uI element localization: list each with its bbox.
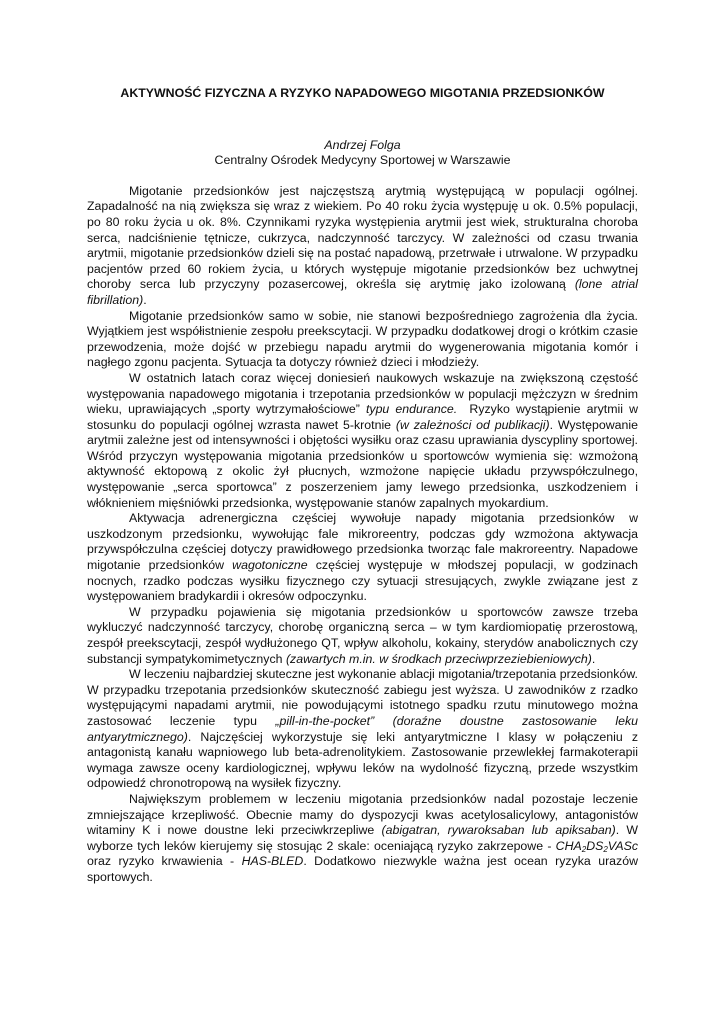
score-cha2ds2vasc: $CHA_2DS_2VASc$ [555, 838, 638, 854]
author-affiliation: Centralny Ośrodek Medycyny Sportowej w Warszawie [214, 153, 511, 168]
author-name: Andrzej Folga [324, 137, 401, 152]
article-body [87, 183, 642, 886]
paragraph: Największym problemem w leczeniu migotania przedsionków nadal pozostaje leczenie zmniejszające krzepliwość. Obecnie mamy do dyspozycji kwas acetylosalicylowy, antagonistów witaminy K i nowe doustne leki przeciwkrzepliwe (abigatran, rywaroksaban lub apiksaban). W wyborze tych leków kierujemy się stosując 2 skale: oceniającą ryzyko zakrzepowe - $CHA_2DS_2VASc$ oraz ryzyko krwawienia - HAS-BLED. Dodatkowo niezwykle ważna jest ocean ryzyka urazów sportowych. [87, 791, 638, 884]
score-has-bled: HAS-BLED [241, 854, 304, 869]
paragraph: W przypadku pojawienia się migotania przedsionków u sportowców zawsze trzeba wykluczyć nadczynność tarczycy, chorobę organiczną serca – w tym kardiomiopatię przerostową, zespół preekscytacji, zespół wydłużonego QT, wpływ alkoholu, kokainy, sterydów anabolicznych czy substancji sympatykomimetycznych (zawartych m.in. w środkach przeciwprzeziebieniowych). [87, 604, 638, 666]
paragraph: Migotanie przedsionków samo w sobie, nie stanowi bezpośredniego zagrożenia dla życia. Wyjątkiem jest współistnienie zespołu preekscytacji. W przypadku dodatkowej drogi o krótkim czasie przewodzenia, może dojść w przebiegu napadu arytmii do wygenerowania migotania komór i nagłego zgonu pacjenta. Sytuacja ta dotyczy również dzieci i młodzieży. [87, 308, 638, 370]
paragraph: Aktywacja adrenergiczna częściej wywołuje napady migotania przedsionków w uszkodzonym przedsionku, wywołując fale mikroreentry, podczas gdy wzmożona aktywacja przywspółczulna częściej dotyczy prawidłowego przedsionka tworząc fale makroreentry. Napadowe migotanie przedsionków wagotoniczne częściej występuje w młodszej populacji, w godzinach nocnych, rzadko podczas wysiłku fizycznego czy sytuacji stresujących, zwykle związane jest z występowaniem bradykardii i okresów odpoczynku. [87, 511, 639, 604]
paragraph: W ostatnich latach coraz więcej doniesień naukowych wskazuje na zwiększoną częstość występowania napadowego migotania i trzepotania przedsionków w populacji mężczyzn w średnim wieku, uprawiających „sporty wytrzymałościowe” typu endurance. Ryzyko wystąpienie arytmii w stosunku do populacji ogólnej wzrasta nawet 5-krotnie (w zależności od publikacji). Występowanie arytmii zależne jest od intensywności i objętości wysiłku oraz czasu uprawiania dyscypliny sportowej. Wśród przyczyn występowania migotania przedsionków u sportowców wymienia się: wzmożoną aktywność ektopową z okolic żył płucnych, wzmożone napięcie układu przywspółczulnego, występowanie „serca sportowca” z poszerzeniem jamy lewego przedsionka, uszkodzeniem i włóknieniem mięśniówki przedsionka, występowanie stanów zapalnych myokardium. [87, 370, 642, 510]
paragraph: W leczeniu najbardziej skuteczne jest wykonanie ablacji migotania/trzepotania przedsionków. W przypadku trzepotania przedsionków skuteczność zabiegu jest wyższa. U zawodników z rzadko występującymi napadami arytmii, nie powodującymi istotnego spadku rzutu minutowego można zastosować leczenie typu „pill-in-the-pocket” (doraźne doustne zastosowanie leku antyarytmicznego). Najczęściej wykorzystuje się leki antyarytmiczne I klasy w połączeniu z antagonistą kanału wapniowego lub beta-adrenolitykiem. Zastosowanie przewlekłej farmakoterapii wymaga zawsze oceny kardiologicznej, wpływu leków na wydolność fizyczną, przede wszystkim odpowiedź chronotropową na wysiłek fizyczny. [87, 667, 638, 791]
paragraph: Migotanie przedsionków jest najczęstszą arytmią występującą w populacji ogólnej. Zapadalność na nią zwiększa się wraz z wiekiem. Po 40 roku życia występuję u ok. 0.5% populacji, po 80 roku życia u ok. 8%. Czynnikami ryzyka występienia arytmii jest wiek, strukturalna choroba serca, nadciśnienie tętnicze, cukrzyca, nadczynność tarczycy. W zależności od czasu trwania arytmii, migotanie przedsionków dzieli się na postać napadową, przetrwałe i utrwalone. W przypadku pacjentów przed 60 rokiem życia, u których występuje migotanie przedsionków bez uchwytnej choroby serca lub przyczyny pozasercowej, określa się arytmię jako izolowaną (lone atrial fibrillation). [87, 183, 639, 307]
document-title: AKTYWNOŚĆ FIZYCZNA A RYZYKO NAPADOWEGO MIGOTANIA PRZEDSIONKÓW [120, 86, 605, 100]
